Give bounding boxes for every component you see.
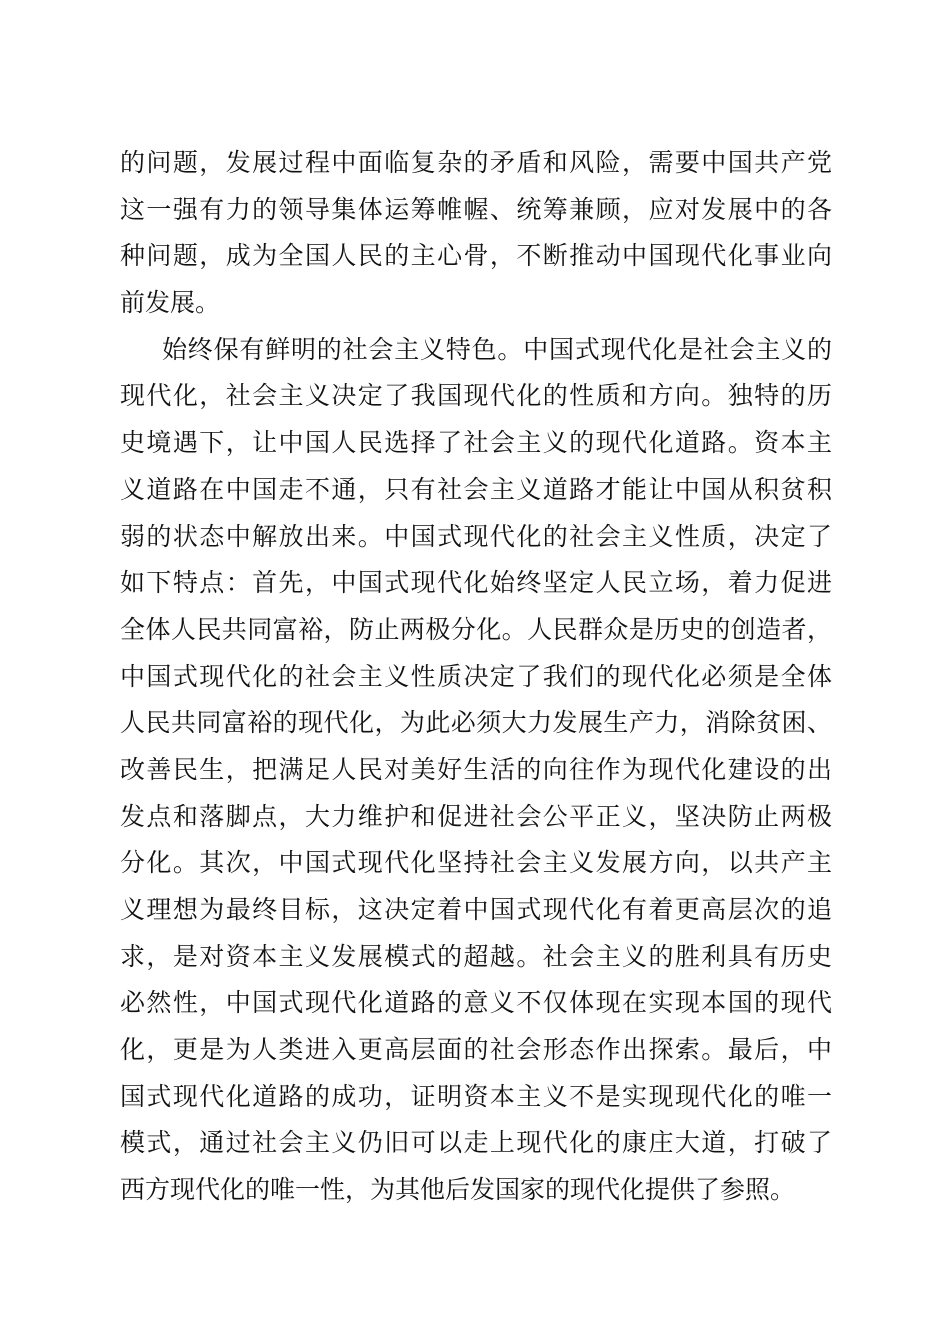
text-line: 全体人民共同富裕，防止两极分化。人民群众是历史的创造者， [120,614,832,644]
text-line: 求，是对资本主义发展模式的超越。社会主义的胜利具有历史 [120,941,832,971]
text-line: 弱的状态中解放出来。中国式现代化的社会主义性质，决定了 [120,521,832,551]
text-line: 的问题，发展过程中面临复杂的矛盾和风险，需要中国共产党 [120,148,832,177]
text-line: 国式现代化道路的成功，证明资本主义不是实现现代化的唯一 [120,1081,832,1111]
text-line: 如下特点：首先，中国式现代化始终坚定人民立场，着力促进 [120,568,832,598]
text-line: 化，更是为人类进入更高层面的社会形态作出探索。最后，中 [120,1035,832,1065]
text-line: 种问题，成为全国人民的主心骨，不断推动中国现代化事业向 [120,241,832,271]
text-line: 这一强有力的领导集体运筹帷幄、统筹兼顾，应对发展中的各 [120,194,832,224]
text-line: 分化。其次，中国式现代化坚持社会主义发展方向，以共产主 [120,848,832,878]
text-line: 史境遇下，让中国人民选择了社会主义的现代化道路。资本主 [120,428,832,458]
text-line: 义道路在中国走不通，只有社会主义道路才能让中国从积贫积 [120,474,832,504]
text-line: 现代化，社会主义决定了我国现代化的性质和方向。独特的历 [120,381,832,411]
text-line: 改善民生，把满足人民对美好生活的向往作为现代化建设的出 [120,754,832,784]
body-text [120,140,832,1214]
paragraph-1 [120,140,832,327]
paragraph-2 [120,327,832,1214]
text-line: 义理想为最终目标，这决定着中国式现代化有着更高层次的追 [120,895,832,924]
text-line: 前发展。 [120,288,221,318]
text-line: 西方现代化的唯一性，为其他后发国家的现代化提供了参照。 [120,1175,796,1205]
text-line: 必然性，中国式现代化道路的意义不仅体现在实现本国的现代 [120,988,832,1018]
text-line: 中国式现代化的社会主义性质决定了我们的现代化必须是全体 [120,661,832,691]
text-line: 始终保有鲜明的社会主义特色。中国式现代化是社会主义的 [162,334,832,364]
text-line: 发点和落脚点，大力维护和促进社会公平正义，坚决防止两极 [120,801,832,831]
text-line: 人民共同富裕的现代化，为此必须大力发展生产力，消除贫困、 [120,708,832,738]
text-line: 模式，通过社会主义仍旧可以走上现代化的康庄大道，打破了 [120,1128,832,1158]
